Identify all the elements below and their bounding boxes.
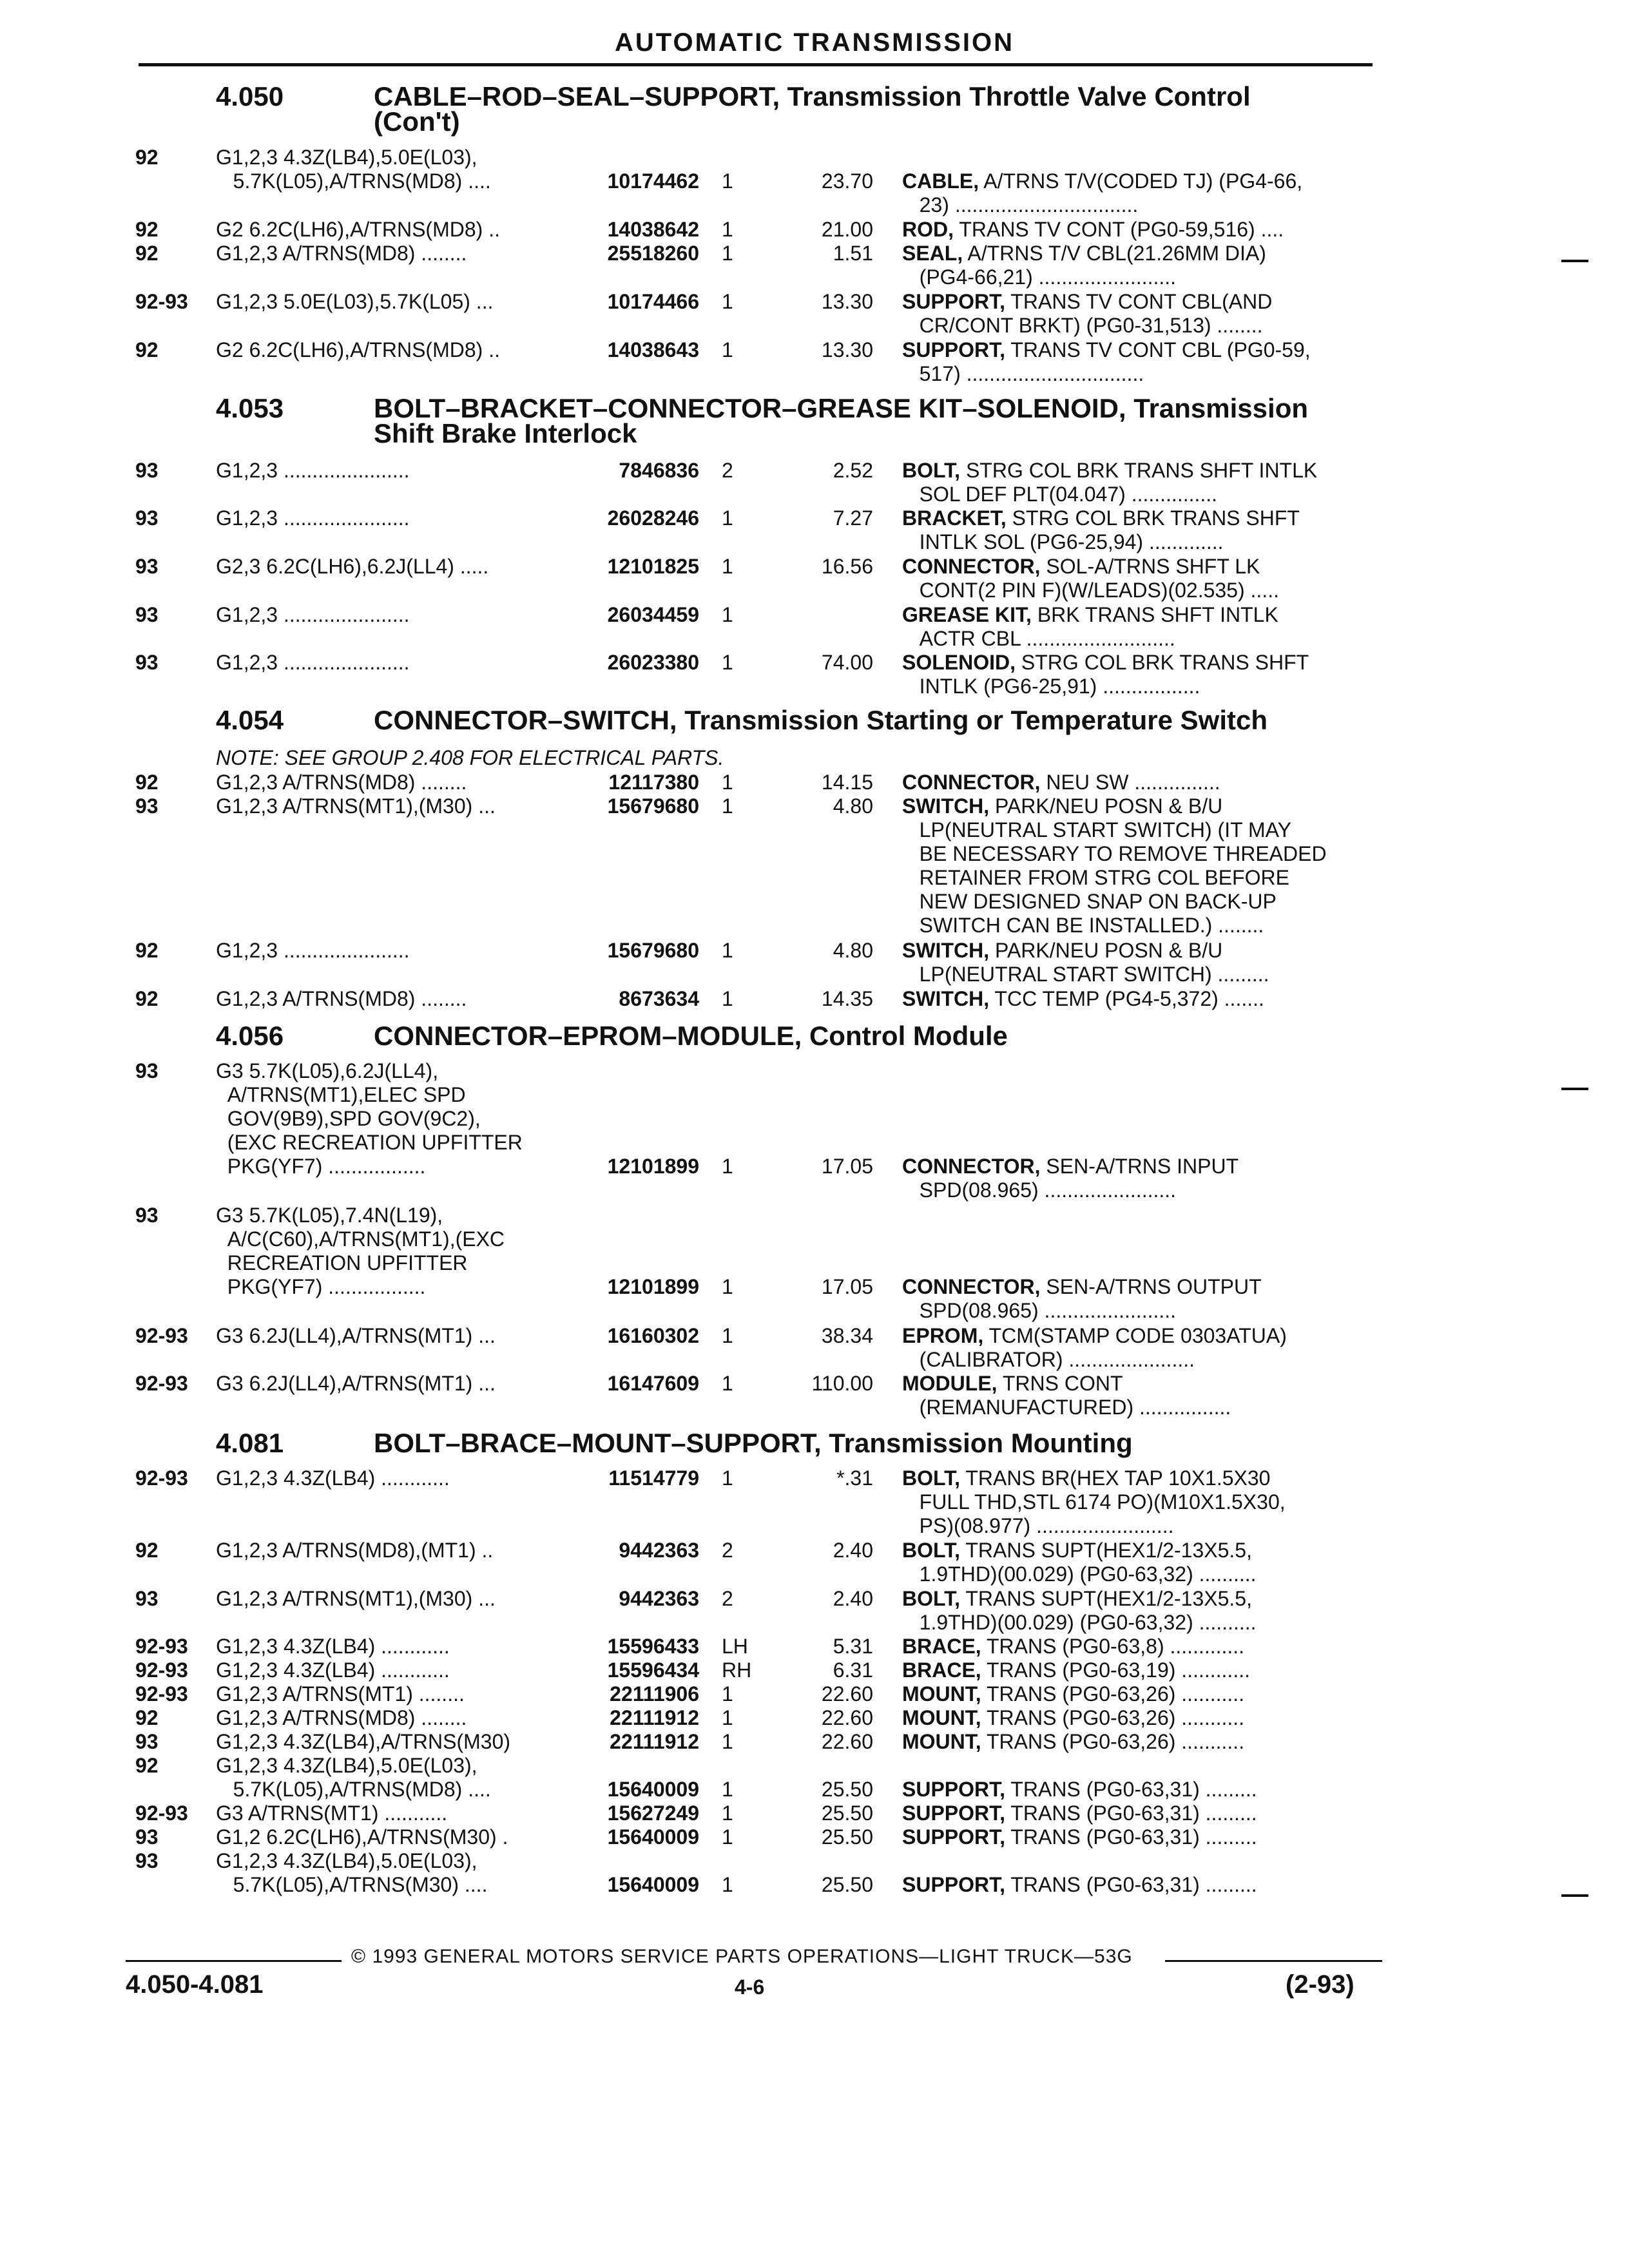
price: 25.50: [821, 1778, 873, 1801]
part-number: 9442363: [619, 1587, 699, 1610]
margin-change-mark: [1561, 260, 1588, 262]
part-number: 15640009: [607, 1873, 699, 1896]
description-text: TRANS SUPT(HEX1/2-13X5.5, 1.9THD)(00.029) (PG0-63,32) ..........: [919, 1587, 1257, 1634]
price: 14.35: [821, 987, 873, 1010]
application: G2 6.2C(LH6),A/TRNS(MD8) ..: [216, 338, 500, 361]
application: G2,3 6.2C(LH6),6.2J(LL4) .....: [216, 555, 489, 578]
year: 93: [135, 506, 159, 530]
part-number: 26028246: [607, 506, 699, 530]
year: 92: [135, 146, 159, 169]
price: *.31: [836, 1466, 873, 1490]
section-number: 4.056: [216, 1021, 284, 1051]
description: [902, 242, 1376, 289]
quantity: 1: [722, 1873, 733, 1896]
description-text: TRANS (PG0-63,26) ...........: [981, 1706, 1245, 1729]
part-number: 10174462: [607, 169, 699, 193]
description: [902, 1730, 1376, 1754]
application: G3 6.2J(LL4),A/TRNS(MT1) ...: [216, 1324, 496, 1347]
part-number: 16147609: [607, 1372, 699, 1395]
application: G3 6.2J(LL4),A/TRNS(MT1) ...: [216, 1372, 496, 1395]
application: G3 5.7K(L05),6.2J(LL4), A/TRNS(MT1),ELEC SPD GOV(9B9),SPD GOV(9C2), (EXC RECREATION UPFITTER PKG(YF7) .................: [216, 1059, 523, 1178]
application: G1,2,3 A/TRNS(MT1) ........: [216, 1682, 465, 1706]
description: [902, 794, 1376, 937]
year: 92-93: [135, 290, 188, 313]
part-number: 14038642: [607, 218, 699, 241]
description: [902, 1539, 1376, 1586]
part-name: SUPPORT,: [902, 1873, 1006, 1896]
application: G1,2,3 ......................: [216, 603, 410, 626]
description-text: TCM(STAMP CODE 0303ATUA) (CALIBRATOR) ......................: [919, 1324, 1287, 1371]
part-number: 8673634: [619, 987, 699, 1010]
part-name: SWITCH,: [902, 939, 990, 962]
price: 13.30: [821, 290, 873, 313]
part-name: CONNECTOR,: [902, 555, 1041, 578]
description-text: SEN-A/TRNS OUTPUT SPD(08.965) .......................: [919, 1275, 1262, 1322]
description-text: TRANS (PG0-63,19) ............: [981, 1658, 1250, 1682]
part-number: 22111912: [610, 1706, 699, 1729]
part-name: SUPPORT,: [902, 1825, 1006, 1849]
description: [902, 1706, 1376, 1730]
quantity: 1: [722, 987, 733, 1010]
description: [902, 506, 1376, 554]
year: 92: [135, 218, 159, 241]
description: [902, 555, 1376, 602]
section-title: BOLT–BRACE–MOUNT–SUPPORT, Transmission Mounting: [374, 1428, 1133, 1458]
application: G1,2,3 A/TRNS(MD8) ........: [216, 987, 467, 1010]
part-name: CONNECTOR,: [902, 1275, 1041, 1298]
part-name: BOLT,: [902, 1539, 961, 1562]
year: 92: [135, 771, 159, 794]
note-text: NOTE: SEE GROUP 2.408 FOR ELECTRICAL PARTS.: [216, 746, 724, 769]
part-number: 9442363: [619, 1539, 699, 1562]
price: 23.70: [821, 169, 873, 193]
part-name: SWITCH,: [902, 794, 990, 818]
part-name: BOLT,: [902, 1466, 961, 1490]
description-text: STRG COL BRK TRANS SHFT INTLK SOL (PG6-25,94) .............: [919, 506, 1300, 553]
description-text: TRANS (PG0-63,8) .............: [981, 1635, 1245, 1658]
quantity: 1: [722, 555, 733, 578]
quantity: 1: [722, 1682, 733, 1706]
year: 93: [135, 1730, 159, 1753]
description: [902, 1324, 1376, 1372]
application: G1,2,3 A/TRNS(MD8) ........: [216, 771, 467, 794]
part-number: 16160302: [607, 1324, 699, 1347]
description: [902, 1682, 1376, 1706]
margin-change-mark: [1561, 1894, 1588, 1897]
year: 92-93: [135, 1682, 188, 1706]
price: 6.31: [833, 1658, 873, 1682]
description-text: TRANS (PG0-63,31) .........: [1005, 1873, 1257, 1896]
footer-page-number: 4-6: [735, 1975, 765, 1999]
application: G1,2,3 ......................: [216, 651, 410, 674]
part-number: 12117380: [608, 771, 699, 794]
year: 92: [135, 1754, 159, 1777]
part-number: 15679680: [607, 939, 699, 962]
part-number: 11514779: [608, 1466, 699, 1490]
description: [902, 459, 1376, 506]
price: 4.80: [833, 794, 873, 818]
application: G1,2,3 4.3Z(LB4),5.0E(L03), 5.7K(L05),A/TRNS(MD8) ....: [216, 146, 491, 193]
part-name: MODULE,: [902, 1372, 998, 1395]
description-text: TRANS TV CONT CBL(AND CR/CONT BRKT) (PG0-31,513) ........: [919, 290, 1273, 337]
description-text: TRANS (PG0-63,31) .........: [1005, 1825, 1257, 1849]
quantity: 1: [722, 506, 733, 530]
application: G1,2,3 5.0E(L03),5.7K(L05) ...: [216, 290, 494, 313]
quantity: 1: [722, 1706, 733, 1729]
year: 93: [135, 603, 159, 626]
footer-date-code: (2-93): [1286, 1970, 1354, 1999]
description-text: NEU SW ...............: [1040, 771, 1220, 794]
description: [902, 1658, 1376, 1682]
description-text: PARK/NEU POSN & B/U LP(NEUTRAL START SWITCH) .........: [919, 939, 1269, 986]
quantity: 1: [722, 169, 733, 193]
description-text: PARK/NEU POSN & B/U LP(NEUTRAL START SWITCH) (IT MAY BE NECESSARY TO REMOVE THREADED RETAINER FROM STRG COL BEFORE NEW DESIGNED SNAP ON BACK-UP SWITCH CAN BE INSTALLED.) ........: [919, 794, 1327, 937]
description: [902, 1466, 1376, 1538]
quantity: 2: [722, 1587, 733, 1610]
description-text: TRANS SUPT(HEX1/2-13X5.5, 1.9THD)(00.029) (PG0-63,32) ..........: [919, 1539, 1257, 1586]
header-rule: [139, 63, 1373, 66]
price: 16.56: [821, 555, 873, 578]
year: 93: [135, 459, 159, 482]
price: 25.50: [821, 1802, 873, 1825]
description-text: TRNS CONT (REMANUFACTURED) ................: [919, 1372, 1231, 1419]
quantity: 1: [722, 939, 733, 962]
application: G1,2,3 ......................: [216, 506, 410, 530]
application: G1,2,3 ......................: [216, 939, 410, 962]
part-name: SUPPORT,: [902, 1802, 1006, 1825]
part-name: CONNECTOR,: [902, 771, 1041, 794]
year: 92-93: [135, 1324, 188, 1347]
year: 93: [135, 651, 159, 674]
application: G3 5.7K(L05),7.4N(L19), A/C(C60),A/TRNS(MT1),(EXC RECREATION UPFITTER PKG(YF7) .................: [216, 1204, 505, 1298]
part-name: MOUNT,: [902, 1682, 981, 1706]
description: [902, 218, 1376, 242]
part-name: CONNECTOR,: [902, 1155, 1041, 1178]
year: 92: [135, 939, 159, 962]
quantity: 1: [722, 290, 733, 313]
description-text: SOL-A/TRNS SHFT LK CONT(2 PIN F)(W/LEADS)(02.535) .....: [919, 555, 1279, 602]
description-text: TRANS BR(HEX TAP 10X1.5X30 FULL THD,STL 6174 PO)(M10X1.5X30, PS)(08.977) ........................: [919, 1466, 1286, 1537]
quantity: 2: [722, 459, 733, 482]
part-name: SEAL,: [902, 242, 963, 265]
application: G1,2,3 4.3Z(LB4) ............: [216, 1658, 450, 1682]
part-number: 7846836: [619, 459, 699, 482]
price: 13.30: [821, 338, 873, 361]
description: [902, 651, 1376, 698]
year: 93: [135, 1587, 159, 1610]
price: 2.52: [833, 459, 873, 482]
description-text: STRG COL BRK TRANS SHFT INTLK (PG6-25,91) .................: [919, 651, 1309, 698]
application: G1,2,3 A/TRNS(MT1),(M30) ...: [216, 794, 496, 818]
price: 1.51: [833, 242, 873, 265]
part-name: SWITCH,: [902, 987, 990, 1010]
description: [902, 1587, 1376, 1635]
part-name: SUPPORT,: [902, 338, 1006, 361]
part-number: 15627249: [607, 1802, 699, 1825]
quantity: 1: [722, 1466, 733, 1490]
part-name: SUPPORT,: [902, 1778, 1006, 1801]
description: [902, 338, 1376, 386]
price: 14.15: [821, 771, 873, 794]
description-text: TRANS (PG0-63,31) .........: [1005, 1778, 1257, 1801]
description-text: SEN-A/TRNS INPUT SPD(08.965) .......................: [919, 1155, 1239, 1202]
price: 21.00: [821, 218, 873, 241]
quantity: 1: [722, 1730, 733, 1753]
quantity: 1: [722, 1802, 733, 1825]
price: 22.60: [821, 1730, 873, 1753]
quantity: RH: [722, 1658, 752, 1682]
quantity: 1: [722, 651, 733, 674]
part-name: BOLT,: [902, 1587, 961, 1610]
quantity: 2: [722, 1539, 733, 1562]
description-text: A/TRNS T/V CBL(21.26MM DIA) (PG4-66,21) ........................: [919, 242, 1266, 289]
section-title: CONNECTOR–EPROM–MODULE, Control Module: [374, 1021, 1008, 1051]
description: [902, 1873, 1376, 1897]
price: 2.40: [833, 1587, 873, 1610]
page-title: AUTOMATIC TRANSMISSION: [614, 28, 1015, 57]
part-number: 15596433: [607, 1635, 699, 1658]
price: 38.34: [821, 1324, 873, 1347]
part-number: 14038643: [607, 338, 699, 361]
section-title: BOLT–BRACKET–CONNECTOR–GREASE KIT–SOLENOID, Transmission Shift Brake Interlock: [374, 393, 1309, 448]
section-number: 4.053: [216, 393, 284, 423]
footer-section-range: 4.050-4.081: [126, 1970, 264, 1999]
quantity: 1: [722, 1372, 733, 1395]
price: 5.31: [833, 1635, 873, 1658]
year: 93: [135, 794, 159, 818]
price: 22.60: [821, 1706, 873, 1729]
price: 17.05: [821, 1275, 873, 1298]
price: 25.50: [821, 1825, 873, 1849]
part-name: BRACKET,: [902, 506, 1007, 530]
footer-rule-left: [126, 1960, 342, 1962]
year: 92-93: [135, 1802, 188, 1825]
description-text: STRG COL BRK TRANS SHFT INTLK SOL DEF PLT(04.047) ...............: [919, 459, 1318, 506]
quantity: 1: [722, 1778, 733, 1801]
price: 22.60: [821, 1682, 873, 1706]
quantity: 1: [722, 1275, 733, 1298]
part-number: 26034459: [607, 603, 699, 626]
part-number: 22111906: [610, 1682, 699, 1706]
application: G1,2,3 ......................: [216, 459, 410, 482]
part-name: ROD,: [902, 218, 954, 241]
year: 92-93: [135, 1372, 188, 1395]
quantity: 1: [722, 1155, 733, 1178]
footer-copyright: © 1993 GENERAL MOTORS SERVICE PARTS OPERATIONS—LIGHT TRUCK—53G: [351, 1946, 1133, 1967]
description: [902, 290, 1376, 338]
quantity: 1: [722, 218, 733, 241]
price: 7.27: [833, 506, 873, 530]
part-name: BRACE,: [902, 1635, 981, 1658]
section-number: 4.050: [216, 81, 284, 111]
description: [902, 1825, 1376, 1849]
description-text: BRK TRANS SHFT INTLK ACTR CBL ..........................: [919, 603, 1278, 650]
application: G1,2,3 A/TRNS(MD8) ........: [216, 1706, 467, 1729]
price: 74.00: [821, 651, 873, 674]
year: 93: [135, 1849, 159, 1872]
part-number: 10174466: [607, 290, 699, 313]
application: G1,2,3 4.3Z(LB4) ............: [216, 1466, 450, 1490]
part-name: MOUNT,: [902, 1706, 981, 1729]
section-number: 4.081: [216, 1428, 284, 1458]
part-number: 12101899: [607, 1275, 699, 1298]
description: [902, 987, 1376, 1011]
part-number: 15640009: [607, 1825, 699, 1849]
description-text: TRANS TV CONT (PG0-59,516) ....: [954, 218, 1284, 241]
application: G2 6.2C(LH6),A/TRNS(MD8) ..: [216, 218, 500, 241]
description: [902, 169, 1376, 217]
part-name: SOLENOID,: [902, 651, 1016, 674]
description: [902, 1778, 1376, 1802]
year: 93: [135, 1204, 159, 1227]
description: [902, 1802, 1376, 1825]
application: G1,2,3 A/TRNS(MD8),(MT1) ..: [216, 1539, 494, 1562]
application: G1,2,3 4.3Z(LB4),5.0E(L03), 5.7K(L05),A/TRNS(M30) ....: [216, 1849, 488, 1896]
description-text: TRANS (PG0-63,26) ...........: [981, 1730, 1245, 1753]
part-name: BOLT,: [902, 459, 961, 482]
year: 92: [135, 987, 159, 1010]
application: G1,2,3 A/TRNS(MD8) ........: [216, 242, 467, 265]
part-name: EPROM,: [902, 1324, 984, 1347]
footer-rule-right: [1165, 1960, 1382, 1962]
part-number: 15596434: [607, 1658, 699, 1682]
margin-change-mark: [1561, 1088, 1588, 1090]
quantity: LH: [722, 1635, 748, 1658]
quantity: 1: [722, 242, 733, 265]
part-name: SUPPORT,: [902, 290, 1006, 313]
description: [902, 1275, 1376, 1323]
price: 110.00: [811, 1372, 873, 1395]
application: G1,2,3 4.3Z(LB4),5.0E(L03), 5.7K(L05),A/TRNS(MD8) ....: [216, 1754, 491, 1801]
application: G1,2 6.2C(LH6),A/TRNS(M30) .: [216, 1825, 508, 1849]
year: 92-93: [135, 1466, 188, 1490]
year: 92: [135, 242, 159, 265]
year: 92: [135, 338, 159, 361]
year: 93: [135, 1825, 159, 1849]
quantity: 1: [722, 338, 733, 361]
application: G1,2,3 4.3Z(LB4),A/TRNS(M30): [216, 1730, 511, 1753]
section-title: CABLE–ROD–SEAL–SUPPORT, Transmission Throttle Valve Control (Con't): [374, 81, 1251, 137]
price: 4.80: [833, 939, 873, 962]
price: 17.05: [821, 1155, 873, 1178]
part-number: 12101825: [607, 555, 699, 578]
description: [902, 771, 1376, 794]
quantity: 1: [722, 771, 733, 794]
price: 2.40: [833, 1539, 873, 1562]
description-text: A/TRNS T/V(CODED TJ) (PG4-66, 23) ................................: [919, 169, 1303, 216]
year: 92-93: [135, 1658, 188, 1682]
part-number: 22111912: [610, 1730, 699, 1753]
description-text: TRANS TV CONT CBL (PG0-59, 517) ...............................: [919, 338, 1311, 385]
description: [902, 1155, 1376, 1202]
quantity: 1: [722, 603, 733, 626]
part-number: 25518260: [607, 242, 699, 265]
quantity: 1: [722, 1324, 733, 1347]
application: G1,2,3 4.3Z(LB4) ............: [216, 1635, 450, 1658]
section-number: 4.054: [216, 705, 284, 735]
part-name: MOUNT,: [902, 1730, 981, 1753]
section-title: CONNECTOR–SWITCH, Transmission Starting or Temperature Switch: [374, 705, 1268, 735]
application: G1,2,3 A/TRNS(MT1),(M30) ...: [216, 1587, 496, 1610]
part-name: CABLE,: [902, 169, 979, 193]
description: [902, 939, 1376, 986]
part-number: 12101899: [607, 1155, 699, 1178]
price: 25.50: [821, 1873, 873, 1896]
year: 92-93: [135, 1635, 188, 1658]
quantity: 1: [722, 794, 733, 818]
year: 93: [135, 555, 159, 578]
year: 92: [135, 1539, 159, 1562]
description-text: TCC TEMP (PG4-5,372) .......: [989, 987, 1264, 1010]
part-number: 15640009: [607, 1778, 699, 1801]
description: [902, 1635, 1376, 1658]
year: 92: [135, 1706, 159, 1729]
part-number: 15679680: [607, 794, 699, 818]
quantity: 1: [722, 1825, 733, 1849]
part-name: GREASE KIT,: [902, 603, 1032, 626]
application: G3 A/TRNS(MT1) ...........: [216, 1802, 448, 1825]
description: [902, 1372, 1376, 1419]
description: [902, 603, 1376, 651]
year: 93: [135, 1059, 159, 1082]
description-text: TRANS (PG0-63,31) .........: [1005, 1802, 1257, 1825]
part-number: 26023380: [607, 651, 699, 674]
description-text: TRANS (PG0-63,26) ...........: [981, 1682, 1245, 1706]
part-name: BRACE,: [902, 1658, 981, 1682]
